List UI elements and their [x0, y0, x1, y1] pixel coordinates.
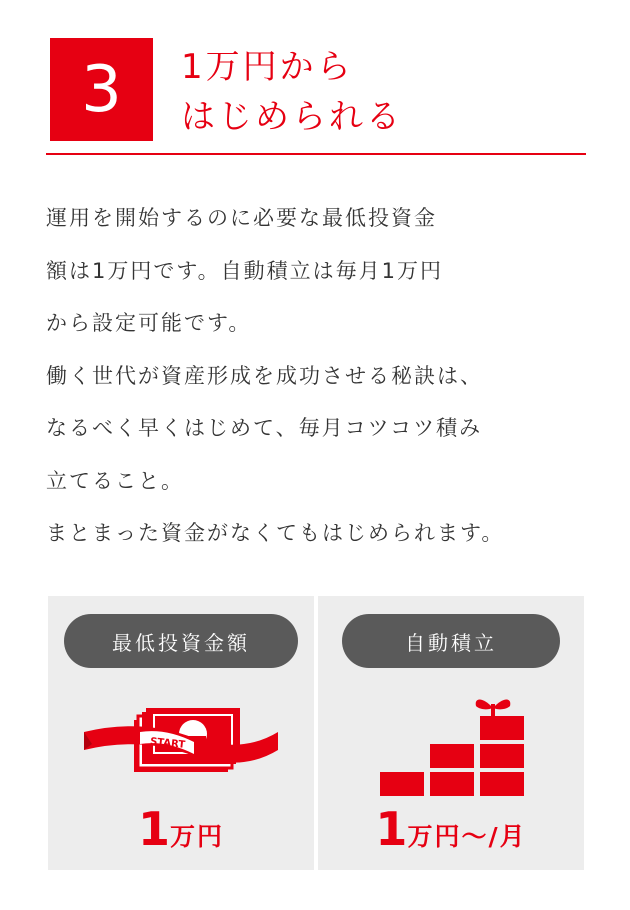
description-line: 働く世代が資産形成を成功させる秘訣は、 — [46, 363, 483, 388]
auto-accumulation-panel — [318, 596, 584, 870]
minimum-investment-panel — [48, 596, 314, 870]
amount-unit: 万円〜/月 — [407, 822, 527, 851]
amount-unit: 万円 — [170, 822, 225, 851]
header-divider — [46, 153, 586, 155]
description-line: から設定可能です。 — [46, 311, 252, 335]
minimum-investment-amount — [48, 802, 314, 856]
section-title-line-1: 1万円から — [181, 47, 354, 87]
section-number-badge: 3 — [50, 38, 153, 141]
money-stack-icon — [82, 706, 282, 786]
growth-steps-icon — [378, 692, 528, 802]
section-header — [46, 36, 586, 156]
description-line: 立てること。 — [46, 468, 184, 493]
description-line: まとまった資金がなくてもはじめられます。 — [46, 521, 505, 545]
auto-accumulation-label: 自動積立 — [342, 614, 560, 668]
auto-accumulation-amount — [318, 802, 584, 856]
section-title — [181, 42, 403, 142]
amount-number: 1 — [375, 802, 408, 856]
description-text — [46, 192, 591, 560]
start-banner-text: START — [149, 736, 186, 751]
description-line: 運用を開始するのに必要な最低投資金 — [46, 206, 437, 230]
amount-number: 1 — [137, 802, 170, 856]
section-title-line-2: はじめられる — [181, 97, 403, 137]
minimum-investment-label: 最低投資金額 — [64, 614, 298, 668]
description-line: 額は1万円です。自動積立は毎月1万円 — [46, 258, 444, 283]
description-line: なるべく早くはじめて、毎月コツコツ積み — [46, 416, 483, 440]
